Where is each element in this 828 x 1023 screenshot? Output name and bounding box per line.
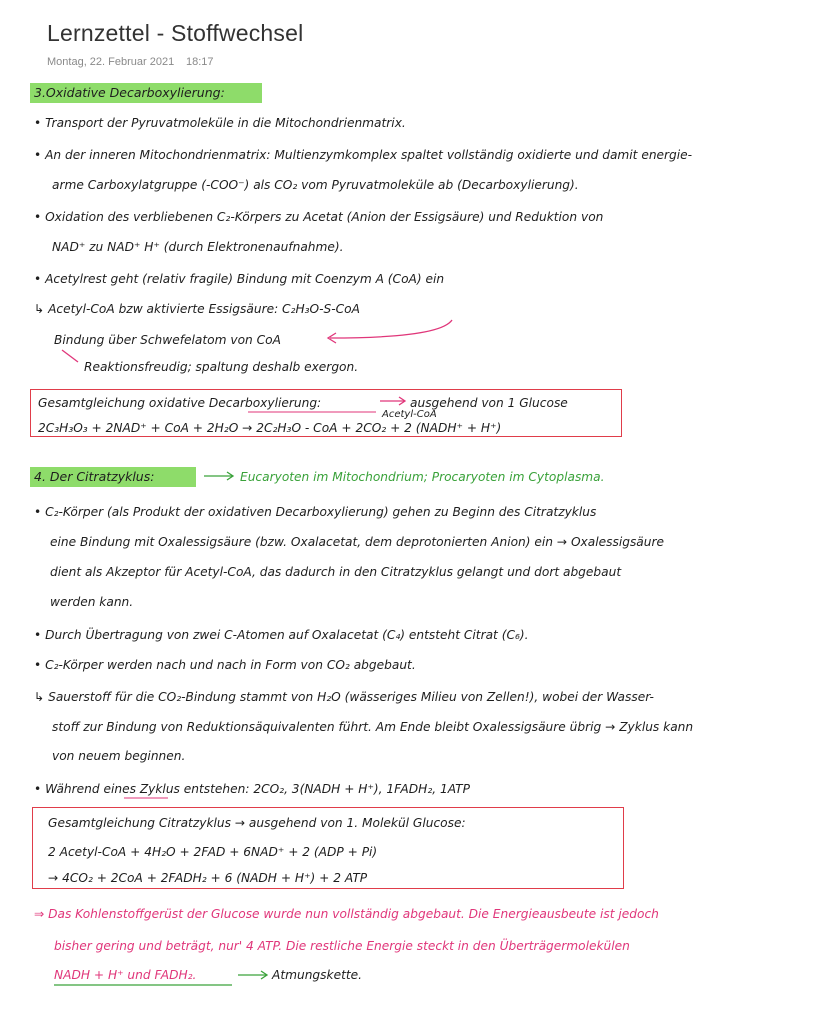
s3-line-9: Reaktionsfreudig; spaltung deshalb exergon. (84, 360, 359, 374)
page-date: Montag, 22. Februar 2021 (47, 56, 175, 68)
pink-arrow-sulfur-head (328, 333, 336, 343)
conclusion-line-1: ⇒ Das Kohlenstoffgerüst der Glucose wurde nun vollständig abgebaut. Die Energieausbeute ist jedoch (34, 907, 659, 921)
s3-line-1: • Transport der Pyruvatmoleküle in die Mitochondrienmatrix. (34, 116, 406, 130)
section4-heading-note: Eucaryoten im Mitochondrium; Procaryoten im Cytoplasma. (240, 470, 605, 484)
green-arrow-atmungskette-head (261, 971, 267, 979)
s4-box-title: Gesamtgleichung Citratzyklus → ausgehend von 1. Molekül Glucose: (48, 816, 466, 830)
section3-heading: 3.Oxidative Decarboxylierung: (34, 85, 225, 100)
s3-line-6: • Acetylrest geht (relativ fragile) Bindung mit Coenzym A (CoA) ein (34, 272, 445, 286)
s3-box-label: Acetyl-CoA (382, 409, 437, 420)
s3-box-note: ausgehend von 1 Glucose (410, 396, 568, 410)
s4-line-8: stoff zur Bindung von Reduktionsäquivalenten führt. Am Ende bleibt Oxalessigsäure übrig → Zyklus kann (52, 720, 694, 734)
s3-line-7: ↳ Acetyl-CoA bzw aktivierte Essigsäure: C₂H₃O-S-CoA (34, 302, 360, 316)
s4-line-5: • Durch Übertragung von zwei C-Atomen auf Oxalacetat (C₄) entsteht Citrat (C₆). (34, 628, 529, 642)
s4-line-1: • C₂-Körper (als Produkt der oxidativen Decarboxylierung) gehen zu Beginn des Citratzyklus (34, 505, 597, 519)
s4-line-2: eine Bindung mit Oxalessigsäure (bzw. Oxalacetat, dem deprotonierten Anion) ein → Oxalessigsäure (50, 535, 664, 549)
s3-line-5: NAD⁺ zu NAD⁺ H⁺ (durch Elektronenaufnahme). (52, 240, 344, 254)
s4-box-line-2: → 4CO₂ + 2CoA + 2FADH₂ + 6 (NADH + H⁺) + 2 ATP (48, 871, 368, 885)
green-arrow-citratzyklus-head (227, 472, 233, 480)
conclusion-line-3: NADH + H⁺ und FADH₂. (54, 968, 197, 982)
s3-line-2: • An der inneren Mitochondrienmatrix: Multienzymkomplex spaltet vollständig oxidierte und damit energie- (34, 148, 693, 162)
s4-box-line-1: 2 Acetyl-CoA + 4H₂O + 2FAD + 6NAD⁺ + 2 (ADP + Pi) (48, 845, 378, 859)
s3-line-4: • Oxidation des verbliebenen C₂-Körpers zu Acetat (Anion der Essigsäure) und Reduktion von (34, 210, 604, 224)
s3-box-equation: 2C₃H₃O₃ + 2NAD⁺ + CoA + 2H₂O → 2C₂H₃O - CoA + 2CO₂ + 2 (NADH⁺ + H⁺) (38, 421, 502, 435)
s4-line-7: ↳ Sauerstoff für die CO₂-Bindung stammt von H₂O (wässeriges Milieu von Zellen!), wobei der Wasser- (34, 690, 654, 704)
conclusion-line-2: bisher gering und beträgt, nur' 4 ATP. Die restliche Energie steckt in den Überträgermolekülen (54, 939, 630, 953)
s3-box-title: Gesamtgleichung oxidative Decarboxylierung: (38, 396, 322, 410)
s4-line-3: dient als Akzeptor für Acetyl-CoA, das dadurch in den Citratzyklus gelangt und dort abgebaut (50, 565, 622, 579)
s4-line-6: • C₂-Körper werden nach und nach in Form von CO₂ abgebaut. (34, 658, 416, 672)
page-title: Lernzettel - Stoffwechsel (47, 20, 304, 46)
pink-arrow-reaktion (62, 350, 78, 362)
pink-arrow-sulfur (330, 320, 452, 338)
s4-line-9: von neuem beginnen. (52, 749, 186, 763)
s4-line-10: • Während eines Zyklus entstehen: 2CO₂, 3(NADH + H⁺), 1FADH₂, 1ATP (34, 782, 470, 796)
s4-line-4: werden kann. (50, 595, 134, 609)
s3-line-3: arme Carboxylatgruppe (-COO⁻) als CO₂ vom Pyruvatmoleküle ab (Decarboxylierung). (52, 178, 579, 192)
conclusion-line-3-after: Atmungskette. (272, 968, 363, 982)
page-time: 18:17 (186, 56, 214, 68)
s3-line-8: Bindung über Schwefelatom von CoA (54, 333, 281, 347)
section4-heading: 4. Der Citratzyklus: (34, 469, 155, 484)
